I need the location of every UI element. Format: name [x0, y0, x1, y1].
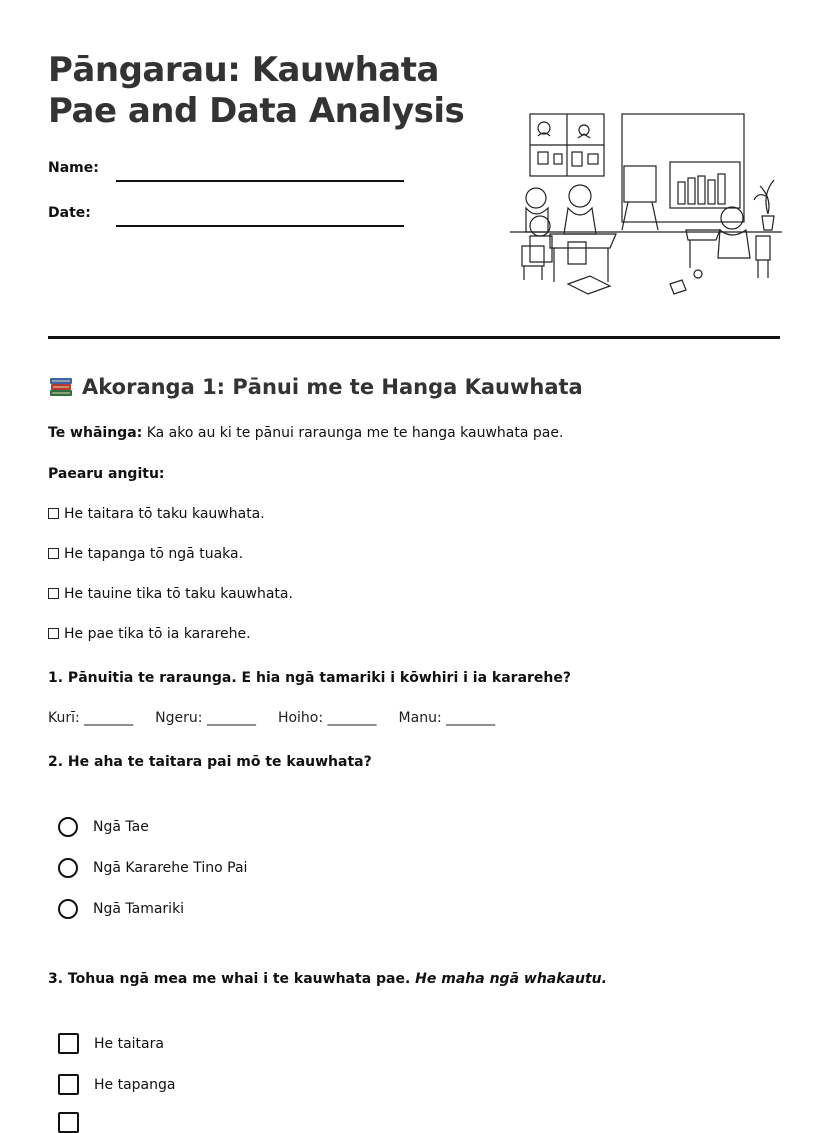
- classroom-illustration: [510, 106, 782, 302]
- header-divider: [48, 336, 780, 339]
- question-1-blanks: [48, 710, 495, 726]
- checkbox[interactable]: [58, 1033, 79, 1054]
- q3-option[interactable]: He taitara: [58, 1033, 164, 1054]
- checkbox-icon[interactable]: [48, 548, 59, 559]
- criteria-item[interactable]: He pae tika tō ia kararehe.: [48, 626, 251, 642]
- radio-button[interactable]: [58, 817, 78, 837]
- blank-dog[interactable]: Kurī: _______: [48, 710, 134, 726]
- criteria-item[interactable]: He taitara tō taku kauwhata.: [48, 506, 265, 522]
- radio-button[interactable]: [58, 858, 78, 878]
- question-2: 2. He aha te taitara pai mō te kauwhata?: [48, 754, 372, 770]
- worksheet-title: Pāngarau: Kauwhata Pae and Data Analysis: [48, 50, 465, 131]
- q2-option[interactable]: Ngā Kararehe Tino Pai: [58, 858, 247, 878]
- learning-goal: Te whāinga: Ka ako au ki te pānui raraunga me te hanga kauwhata pae.: [48, 425, 564, 441]
- q2-option[interactable]: Ngā Tae: [58, 817, 149, 837]
- section-title: Akoranga 1: Pānui me te Hanga Kauwhata: [48, 374, 583, 400]
- checkbox[interactable]: [58, 1074, 79, 1095]
- date-field[interactable]: [116, 225, 404, 227]
- checkbox-icon[interactable]: [48, 628, 59, 639]
- success-criteria-label: Paearu angitu:: [48, 466, 165, 482]
- q3-option-partial[interactable]: [58, 1112, 94, 1133]
- blank-bird[interactable]: Manu: _______: [398, 710, 496, 726]
- question-1: 1. Pānuitia te raraunga. E hia ngā tamariki i kōwhiri i ia kararehe?: [48, 670, 572, 686]
- q3-option[interactable]: He tapanga: [58, 1074, 175, 1095]
- checkbox-icon[interactable]: [48, 588, 59, 599]
- q2-option[interactable]: Ngā Tamariki: [58, 899, 184, 919]
- date-label: Date:: [48, 205, 91, 221]
- blank-cat[interactable]: Ngeru: _______: [155, 710, 256, 726]
- criteria-item[interactable]: He tauine tika tō taku kauwhata.: [48, 586, 293, 602]
- name-field[interactable]: [116, 180, 404, 182]
- question-3: 3. Tohua ngā mea me whai i te kauwhata pae. He maha ngā whakautu.: [48, 971, 607, 987]
- checkbox[interactable]: [58, 1112, 79, 1133]
- books-icon: [48, 374, 74, 400]
- name-label: Name:: [48, 160, 99, 176]
- blank-horse[interactable]: Hoiho: _______: [277, 710, 377, 726]
- criteria-item[interactable]: He tapanga tō ngā tuaka.: [48, 546, 243, 562]
- checkbox-icon[interactable]: [48, 508, 59, 519]
- question-3-note: He maha ngā whakautu.: [415, 971, 607, 987]
- radio-button[interactable]: [58, 899, 78, 919]
